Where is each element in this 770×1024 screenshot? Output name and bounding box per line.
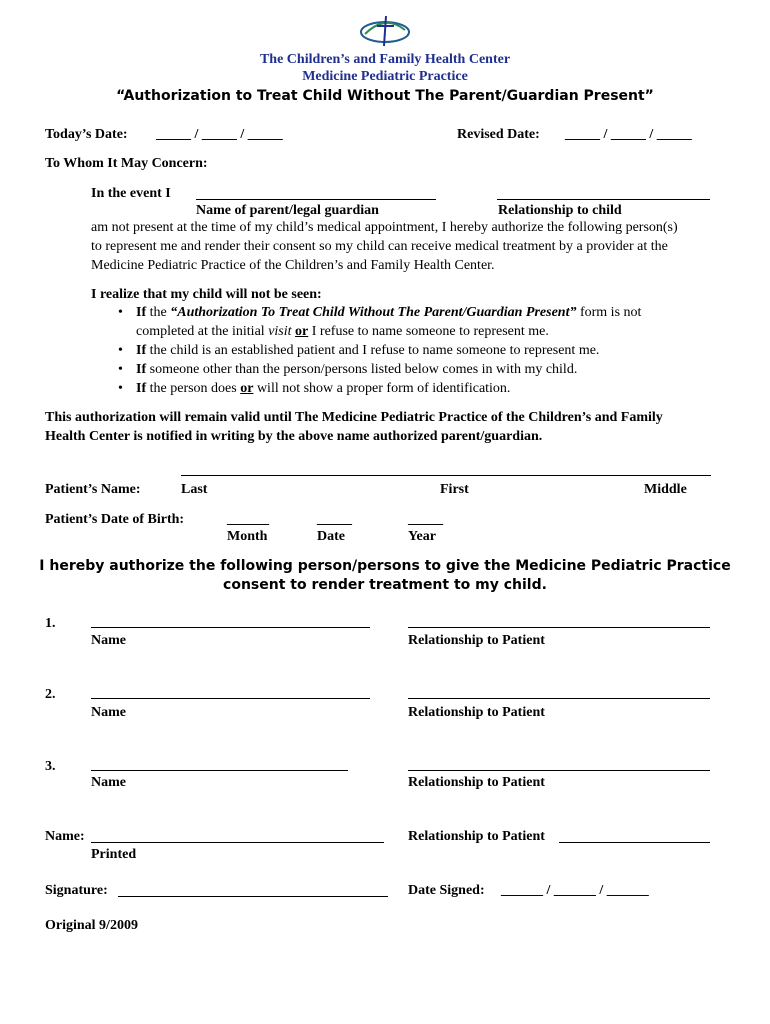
todays-date-field[interactable]: _____ / _____ / _____: [156, 127, 283, 142]
intro-text-3: Medicine Pediatric Practice of the Children’s and Family Health Center.: [91, 258, 495, 273]
person-number: 2.: [45, 687, 56, 702]
middle-name-caption: Middle: [644, 482, 687, 497]
first-name-caption: First: [440, 482, 469, 497]
person-name-caption: Name: [91, 775, 126, 790]
patient-name-line[interactable]: [181, 475, 711, 476]
person-relationship-caption: Relationship to Patient: [408, 705, 545, 720]
dob-date-field[interactable]: _____: [317, 512, 352, 527]
todays-date-label: Today’s Date:: [45, 127, 128, 142]
salutation: To Whom It May Concern:: [45, 156, 208, 171]
dob-label: Patient’s Date of Birth:: [45, 512, 185, 527]
person-name-line[interactable]: [91, 627, 370, 628]
practice-name: Medicine Pediatric Practice: [302, 69, 468, 84]
revised-date-label: Revised Date:: [457, 127, 540, 142]
clinic-logo: [357, 12, 413, 48]
person-relationship-line[interactable]: [408, 770, 710, 771]
parent-name-line[interactable]: [196, 199, 436, 200]
condition-item: • If the child is an established patient and I refuse to name someone to represent me.: [112, 341, 641, 360]
intro-text-2: to represent me and render their consent so my child can receive medical treatment by a provider at the: [91, 239, 668, 254]
dob-year-field[interactable]: _____: [408, 512, 443, 527]
signer-relationship-label: Relationship to Patient: [408, 829, 545, 844]
person-relationship-caption: Relationship to Patient: [408, 633, 545, 648]
person-name-caption: Name: [91, 705, 126, 720]
person-name-caption: Name: [91, 633, 126, 648]
signer-relationship-line[interactable]: [559, 842, 710, 843]
intro-lead: In the event I: [91, 186, 171, 201]
last-name-caption: Last: [181, 482, 208, 497]
condition-item: • If the “Authorization To Treat Child Without The Parent/Guardian Present” form is not completed at the initial visit or I refuse to name someone to represent me.: [112, 303, 641, 341]
date-signed-label: Date Signed:: [408, 883, 485, 898]
date-signed-field[interactable]: ______ / ______ / ______: [501, 883, 649, 898]
revised-date-field[interactable]: _____ / _____ / _____: [565, 127, 692, 142]
dob-month-caption: Month: [227, 529, 268, 544]
conditions-heading: I realize that my child will not be seen:: [91, 287, 322, 302]
signer-name-line[interactable]: [91, 842, 384, 843]
person-number: 3.: [45, 759, 56, 774]
person-relationship-line[interactable]: [408, 698, 710, 699]
org-name: The Children’s and Family Health Center: [259, 52, 511, 67]
dob-date-caption: Date: [317, 529, 345, 544]
authorize-text-1: I hereby authorize the following person/persons to give the Medicine Pediatric Practice: [39, 558, 731, 574]
form-title: “Authorization to Treat Child Without The Parent/Guardian Present”: [116, 88, 654, 104]
relationship-caption: Relationship to child: [498, 203, 622, 218]
relationship-line[interactable]: [497, 199, 710, 200]
parent-name-caption: Name of parent/legal guardian: [196, 203, 379, 218]
original-date: Original 9/2009: [45, 918, 138, 933]
dob-month-field[interactable]: ______: [227, 512, 269, 527]
condition-item: • If someone other than the person/persons listed below comes in with my child.: [112, 360, 641, 379]
signature-label: Signature:: [45, 883, 108, 898]
validity-text-2: Health Center is notified in writing by the above name authorized parent/guardian.: [45, 429, 543, 444]
patient-name-label: Patient’s Name:: [45, 482, 141, 497]
validity-text-1: This authorization will remain valid until The Medicine Pediatric Practice of the Children’s and Family: [45, 410, 663, 425]
printed-caption: Printed: [91, 847, 137, 862]
person-number: 1.: [45, 616, 56, 631]
authorize-text-2: consent to render treatment to my child.: [223, 577, 547, 593]
signer-name-label: Name:: [45, 829, 85, 844]
signature-line[interactable]: [118, 896, 388, 897]
dob-year-caption: Year: [408, 529, 436, 544]
conditions-list: [112, 303, 641, 398]
person-name-line[interactable]: [91, 698, 370, 699]
condition-item: • If the person does or will not show a proper form of identification.: [112, 379, 641, 398]
person-relationship-line[interactable]: [408, 627, 710, 628]
intro-text-1: am not present at the time of my child’s medical appointment, I hereby authorize the following person(s): [91, 220, 678, 235]
person-name-line[interactable]: [91, 770, 348, 771]
person-relationship-caption: Relationship to Patient: [408, 775, 545, 790]
